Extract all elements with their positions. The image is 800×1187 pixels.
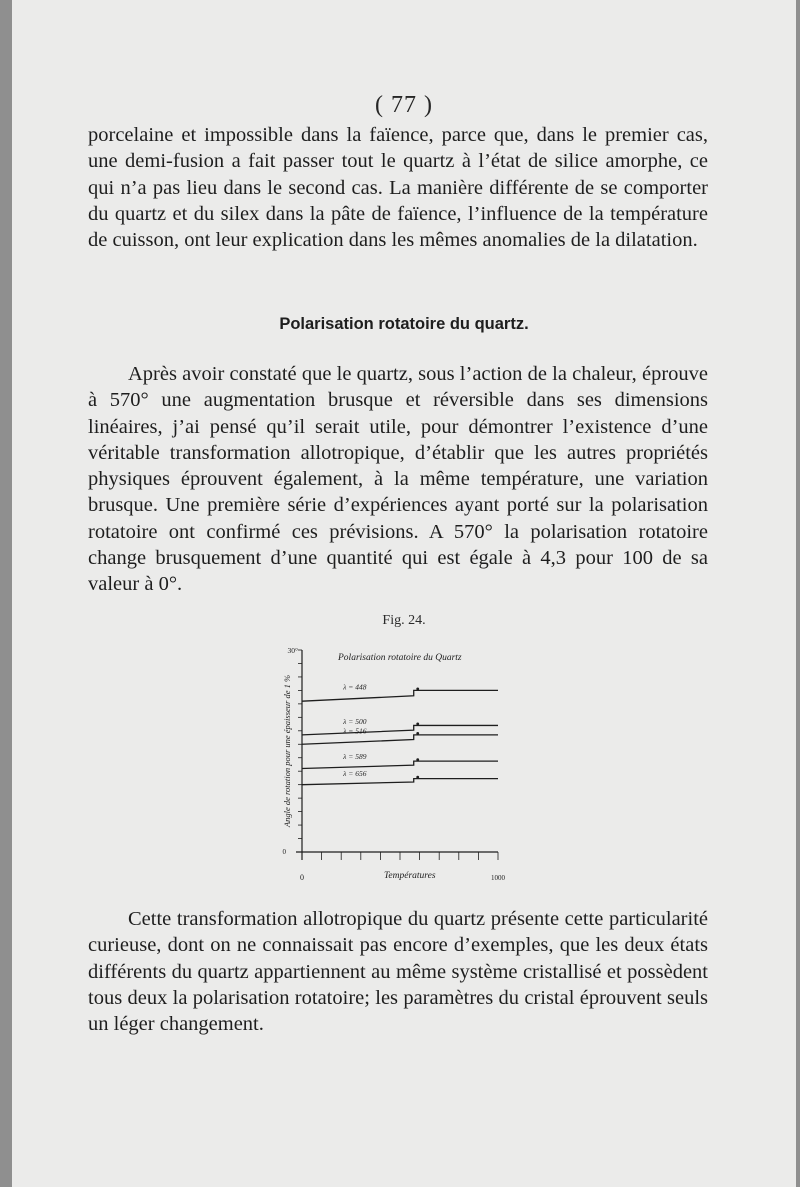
section-heading: Polarisation rotatoire du quartz. [279,315,529,333]
series-label-1: λ = 448 [343,682,367,692]
y-tick-label: 30° [287,646,298,655]
polarisation-chart [262,640,522,890]
x-tick-label: 0 [300,873,304,882]
chart-axes [296,650,498,860]
series-line-3 [302,735,498,744]
y-tick-label: 0 [282,848,286,856]
paragraph-top [88,122,708,253]
series-label-3: λ = 516 [343,726,367,736]
series-label-4: λ = 589 [343,752,367,762]
transition-marker-4 [416,758,419,761]
chart-text [282,646,506,882]
series-line-5 [302,779,498,785]
chart-title: Polarisation rotatoire du Quartz [338,653,462,663]
series-label-2: λ = 500 [343,717,367,727]
transition-marker-1 [416,688,419,691]
x-tick-label: 1000 [491,874,505,882]
scanned-page [12,0,796,1187]
paragraph-3: Cette transformation allotropique du quartz présente cette particularité curieuse, dont on ne connaissait pas encore d’exemples, que les deux états différents du quartz appartiennent au même système cristallisé et possèdent tous deux la polarisation rotatoire; les paramètres du cristal éprouvent seuls un léger changement. [88,908,708,1036]
series-line-4 [302,761,498,768]
x-axis-label: Températures [384,871,436,881]
chart-series [302,688,498,785]
y-axis-label: Angle de rotation pour une épaisseur de 1 % [282,674,292,828]
paragraph-1: porcelaine et impossible dans la faïence, parce que, dans le premier cas, une demi-fusion a fait passer tout le quartz à l’état de silice amorphe, ce qui n’a pas lieu dans le second cas. La manière différente de se comporter du quartz et du silex dans la pâte de faïence, l’influence de la température de cuisson, ont leur explication dans les mêmes anomalies de la dilatation. [88,124,708,252]
transition-marker-2 [416,723,419,726]
paragraph-middle [88,361,708,598]
figure-24 [262,640,522,890]
transition-marker-3 [416,732,419,735]
series-line-1 [302,690,498,701]
paragraph-bottom [88,906,708,1037]
page-number: ( 77 ) [375,92,433,118]
figure-label: Fig. 24. [382,613,426,628]
series-line-2 [302,725,498,734]
transition-marker-5 [416,776,419,779]
series-label-5: λ = 656 [343,768,367,778]
paragraph-2: Après avoir constaté que le quartz, sous l’action de la chaleur, éprouve à 570° une augmentation brusque et réversible dans ses dimensions linéaires, j’ai pensé qu’il serait utile, pour démontrer l’existence d’une véritable transformation allotropique, d’établir que les autres propriétés physiques éprouvent également, à la même température, une variation brusque. Une première série d’expériences ayant porté sur la polarisation rotatoire ont confirmé ces prévisions. A 570° la polarisation rotatoire change brusquement d’une quantité qui est égale à 4,3 pour 100 de sa valeur à 0°. [88,363,708,596]
